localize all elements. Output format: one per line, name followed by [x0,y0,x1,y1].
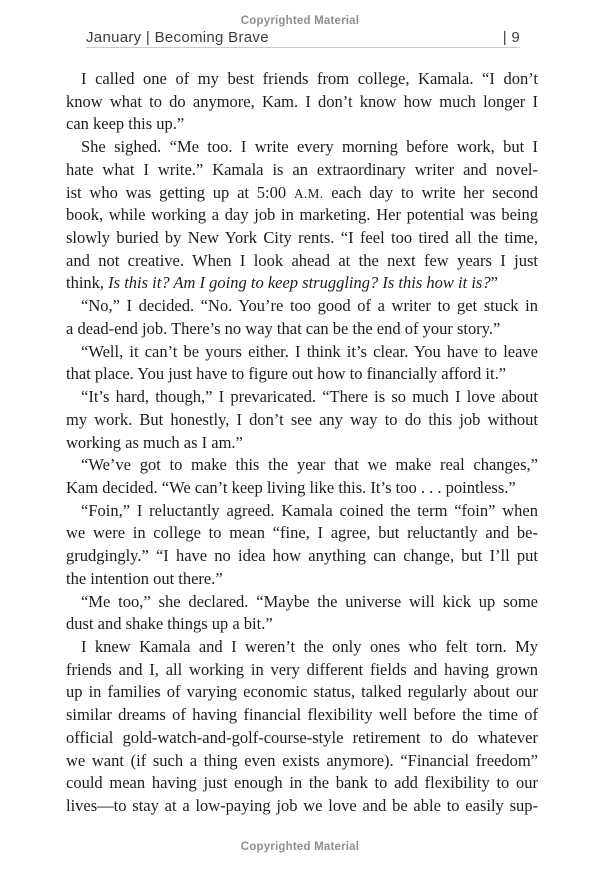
text-line [66,409,538,432]
text-line [66,250,538,273]
text-line [66,704,538,727]
text-run: book, while working a day job in marketing. Her potential was being [66,205,538,225]
paragraph [66,591,538,636]
text-run: similar dreams of having financial flexibility well before the time of [66,705,538,725]
paragraph [66,136,538,295]
text-line [66,182,538,205]
text-run: the intention out there.” [66,568,223,588]
text-line [66,68,538,91]
text-line [66,136,538,159]
paragraph [66,295,538,340]
text-run-italic: Is this it? Am I going to keep struggling? Is this how it is? [108,273,491,293]
text-line [66,432,538,455]
text-run: lives—to stay at a low-paying job we love and be able to easily sup- [66,796,538,815]
header-rule [86,47,520,48]
paragraph [66,341,538,386]
text-line [66,613,538,636]
text-line [66,500,538,523]
copyright-watermark-top: Copyrighted Material [240,15,360,27]
text-run: “Well, it can’t be yours either. I think it’s clear. You have to leave [81,341,538,361]
text-run: know what to do anymore, Kam. I don’t know how much longer I [66,91,538,111]
page-number: | 9 [502,29,520,46]
text-run: I called one of my best friends from college, Kamala. “I don’t [81,69,538,88]
paragraph [66,68,538,136]
text-run: a dead-end job. There’s no way that can be the end of your story.” [66,318,501,338]
text-line [66,545,538,568]
text-run: we want (if such a thing even exists anymore). “Financial freedom” [66,750,538,770]
text-run: I knew Kamala and I weren’t the only ones who felt torn. My [81,636,538,656]
text-line [66,386,538,409]
text-run: friends and I, all working in very different fields and having grown [66,659,538,679]
text-run: and not creative. When I look ahead at the next few years I just [66,250,538,270]
text-line [66,363,538,386]
text-line [66,318,538,341]
text-line [66,681,538,704]
text-run: ” [490,273,498,293]
copyright-watermark-bottom: Copyrighted Material [240,841,360,853]
text-run-smallcaps: A.M. [293,185,324,201]
text-line [66,295,538,318]
text-line [66,113,538,136]
text-run: Kam decided. “We can’t keep living like this. It’s too . . . pointless.” [66,477,516,497]
text-line [66,227,538,250]
text-line [66,159,538,182]
text-run: “It’s hard, though,” I prevaricated. “There is so much I love about [81,387,538,407]
running-head: January | Becoming Brave [86,29,269,46]
text-run: slowly buried by New York City rents. “I feel too tired all the time, [66,228,538,248]
paragraph [66,454,538,499]
text-run: up in families of varying economic status, talked regularly about our [66,682,538,702]
text-run: “No,” I decided. “No. You’re too good of a writer to get stuck in [81,296,538,316]
text-line [66,272,538,295]
paragraph [66,500,538,591]
text-line [66,454,538,477]
text-line [66,727,538,750]
paragraph [66,386,538,454]
text-run: hate what I write.” Kamala is an extraordinary writer and novel- [66,159,538,179]
text-run: each day to write her second [323,182,538,202]
text-run: She sighed. “Me too. I write every morning before work, but I [81,137,538,157]
text-run: grudgingly.” “I have no idea how anything can change, but I’ll put [66,546,538,566]
text-line [66,795,538,818]
text-line [66,568,538,591]
text-line [66,91,538,114]
text-line [66,522,538,545]
text-run: that place. You just have to figure out how to financially afford it.” [66,364,507,384]
text-line [66,591,538,614]
text-line [66,341,538,364]
text-run: “Me too,” she declared. “Maybe the universe will kick up some [81,591,538,611]
text-line [66,659,538,682]
text-line [66,750,538,773]
text-line [66,772,538,795]
text-run: official gold-watch-and-golf-course-style retirement to do whatever [66,727,538,747]
paragraph [66,636,538,818]
text-line [66,204,538,227]
text-run: “We’ve got to make this the year that we make real changes,” [81,455,538,475]
text-line [66,477,538,500]
text-line [66,636,538,659]
text-run: “Foin,” I reluctantly agreed. Kamala coined the term “foin” when [81,500,538,520]
text-run: could mean having just enough in the bank to add flexibility to our [66,773,538,793]
text-run: working as much as I am.” [66,432,243,452]
text-run: ist who was getting up at 5:00 [66,182,294,202]
text-run: my work. But honestly, I don’t see any way to do this job without [66,409,538,429]
text-run: we were in college to mean “fine, I agree, but reluctantly and be- [66,523,538,543]
text-run: dust and shake things up a bit.” [66,614,273,634]
page-header [86,29,520,46]
body-text [66,68,538,818]
text-run: can keep this up.” [66,114,185,134]
text-run: think, [66,273,109,293]
